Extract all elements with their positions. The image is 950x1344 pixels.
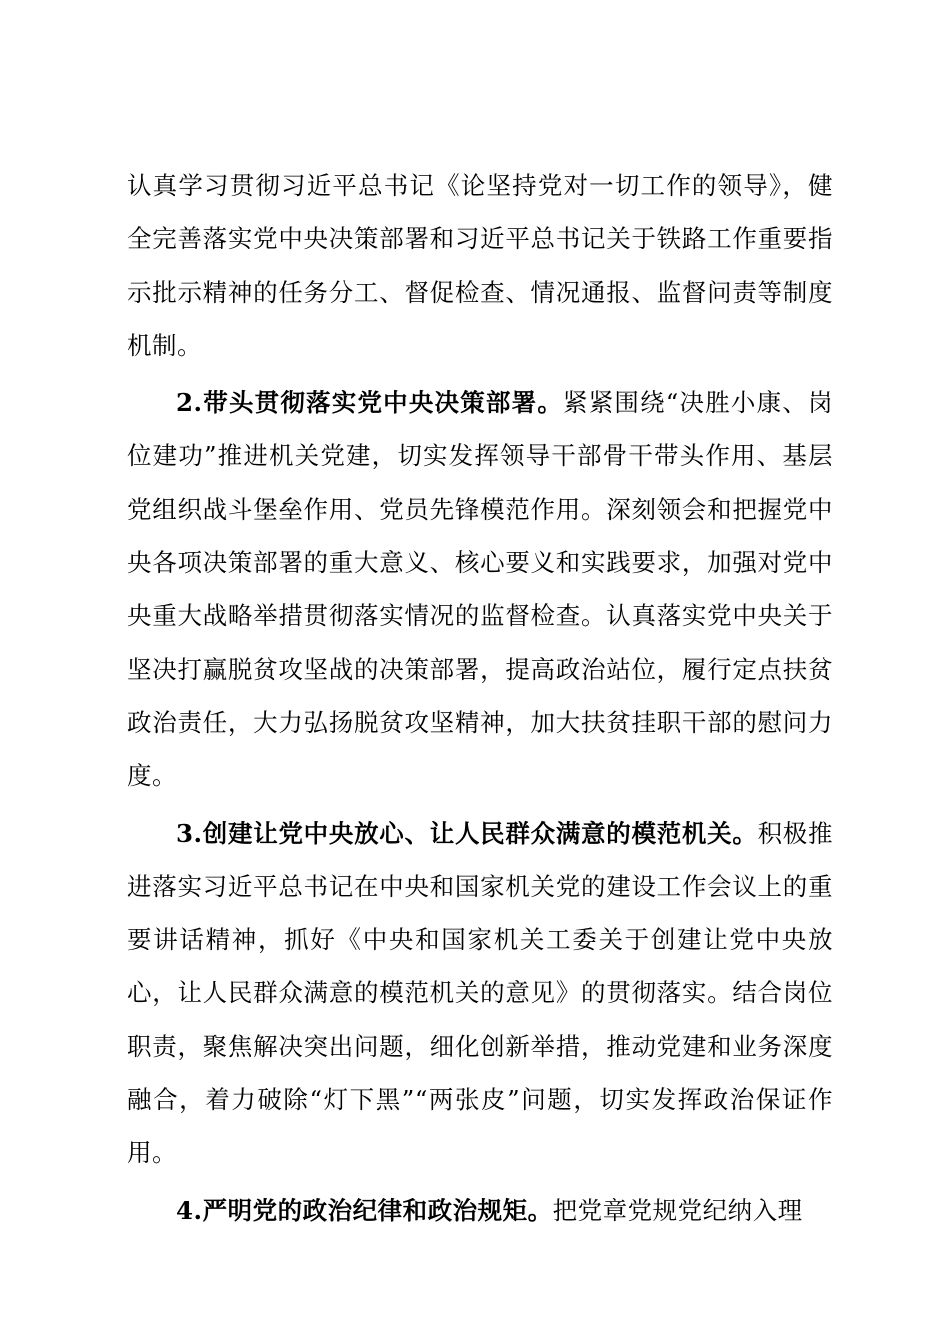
paragraph-heading: 2.带头贯彻落实党中央决策部署。 [176,388,564,418]
paragraph-heading: 3.创建让党中央放心、让人民群众满意的模范机关。 [176,818,758,848]
paragraph-text: 把党章党规党纪纳入理 [552,1195,803,1225]
paragraph-2 [127,376,833,802]
paragraph-1 [127,159,833,372]
paragraph-heading: 4.严明党的政治纪律和政治规矩。 [176,1195,553,1225]
paragraph-3 [127,807,833,1180]
paragraph-text: 认真学习贯彻习近平总书记《论坚持党对一切工作的领导》，健全完善落实党中央决策部署和习近平总书记关于铁路工作重要指示批示精神的任务分工、督促检查、情况通报、监督问责等制度机制。 [127,171,833,360]
document-body [127,159,833,1241]
paragraph-4 [127,1184,833,1237]
paragraph-text: 紧紧围绕“决胜小康、岗位建功”推进机关党建，切实发挥领导干部骨干带头作用、基层党组织战斗堡垒作用、党员先锋模范作用。深刻领会和把握党中央各项决策部署的重大意义、核心要义和实践要求，加强对党中央重大战略举措贯彻落实情况的监督检查。认真落实党中央关于坚决打赢脱贫攻坚战的决策部署，提高政治站位，履行定点扶贫政治责任，大力弘扬脱贫攻坚精神，加大扶贫挂职干部的慰问力度。 [127,388,833,791]
paragraph-text: 积极推进落实习近平总书记在中央和国家机关党的建设工作会议上的重要讲话精神，抓好《中央和国家机关工委关于创建让党中央放心，让人民群众满意的模范机关的意见》的贯彻落实。结合岗位职责，聚焦解决突出问题，细化创新举措，推动党建和业务深度融合，着力破除“灯下黑”“两张皮”问题，切实发挥政治保证作用。 [127,818,833,1168]
